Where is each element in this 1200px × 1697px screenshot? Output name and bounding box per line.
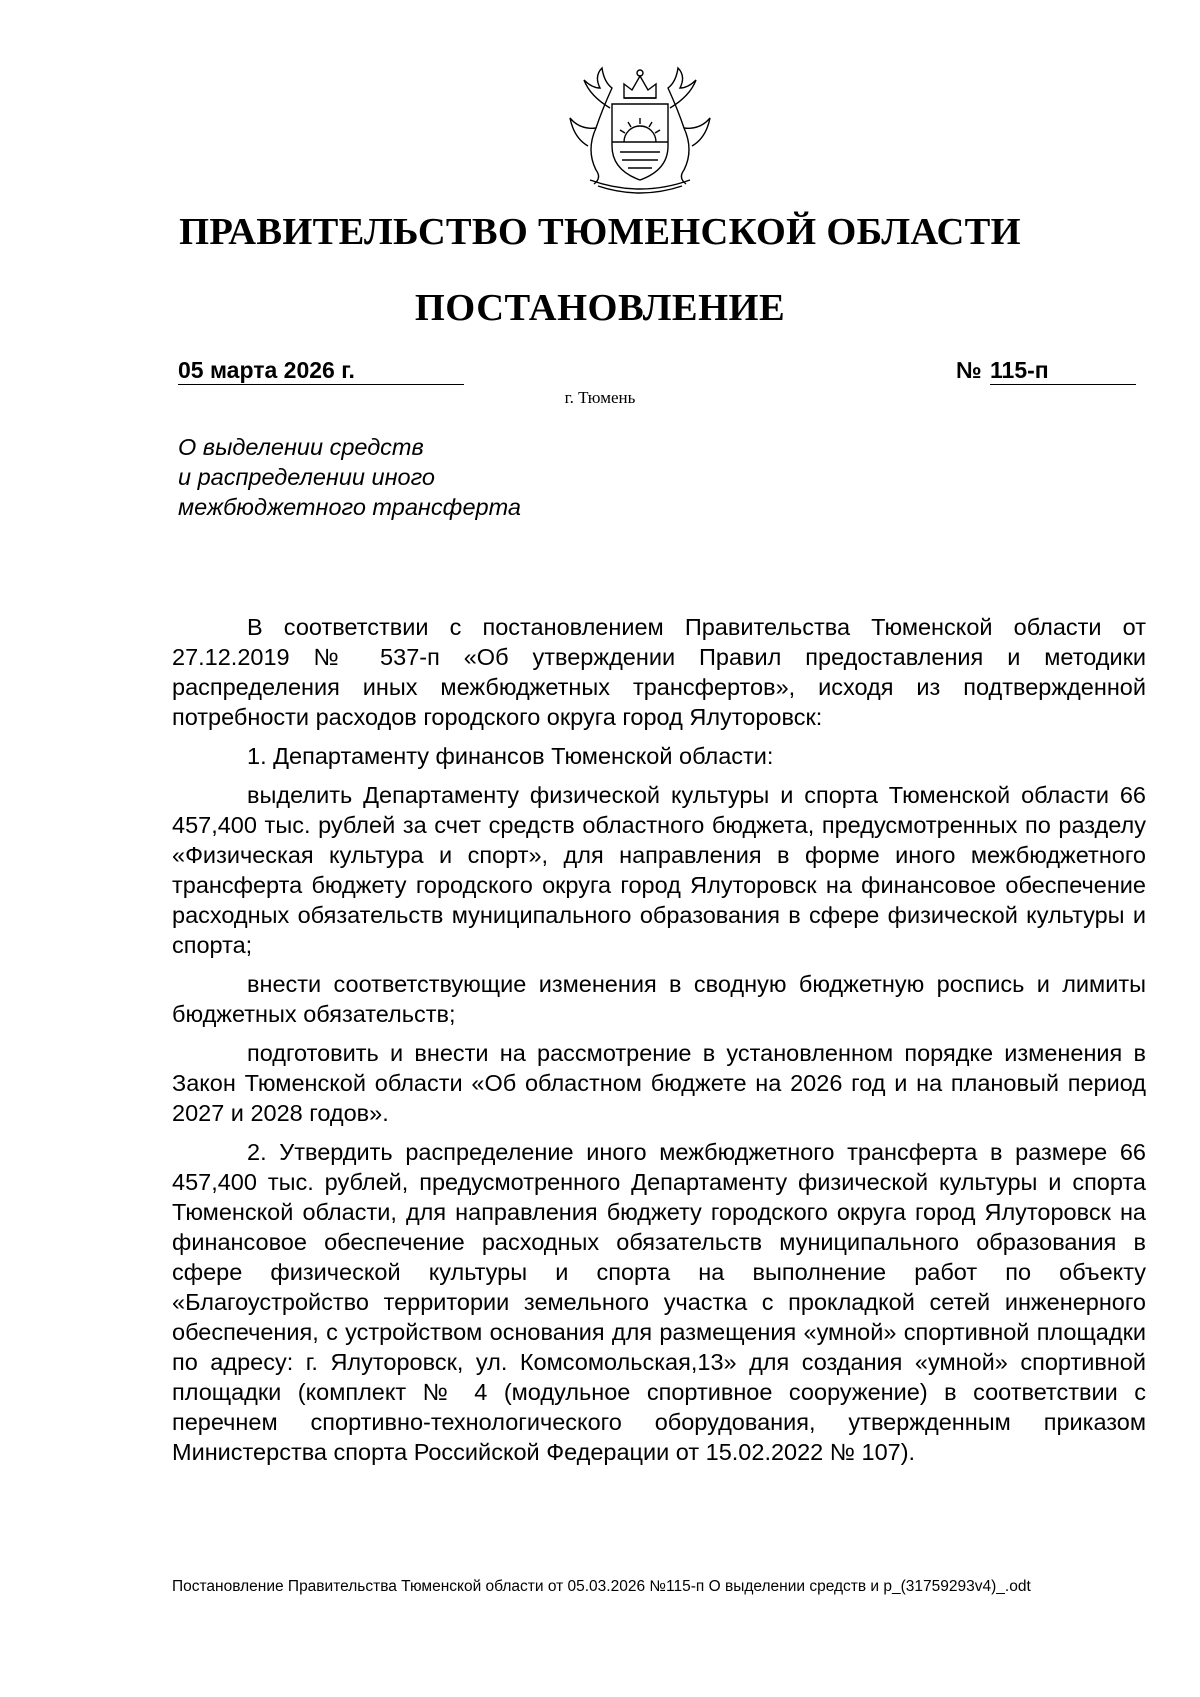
- document-date: 05 марта 2026 г.: [178, 356, 464, 385]
- body-paragraph: выделить Департаменту физической культуры и спорта Тюменской области 66 457,400 тыс. рублей за счет средств областного бюджета, предусмотренных по разделу «Физическая культура и спорт», для направления в форме иного межбюджетного трансферта бюджету городского округа город Ялуторовск на финансовое обеспечение расходных обязательств муниципального образования в сфере физической культуры и спорта;: [172, 782, 1146, 958]
- tyumen-oblast-coat-of-arms-icon: [540, 58, 740, 196]
- government-title: ПРАВИТЕЛЬСТВО ТЮМЕНСКОЙ ОБЛАСТИ: [179, 211, 1021, 253]
- body-paragraph: внести соответствующие изменения в сводную бюджетную роспись и лимиты бюджетных обязательств;: [172, 971, 1146, 1027]
- subject-line: межбюджетного трансферта: [178, 494, 521, 520]
- subject-line: и распределении иного: [178, 464, 435, 490]
- document-subject: [178, 432, 598, 522]
- body-paragraph: подготовить и внести на рассмотрение в установленном порядке изменения в Закон Тюменской области «Об областном бюджете на 2026 год и на плановый период 2027 и 2028 годов».: [172, 1040, 1146, 1126]
- document-number: 115-п: [990, 356, 1136, 385]
- body-paragraph: В соответствии с постановлением Правительства Тюменской области от 27.12.2019 № 537-п «Об утверждении Правил предоставления и методики распределения иных межбюджетных трансфертов», исходя из подтвержденной потребности расходов городского округа город Ялуторовск:: [172, 614, 1146, 730]
- subject-line: О выделении средств: [178, 434, 424, 460]
- number-sign: №: [956, 357, 982, 383]
- document-type-title: ПОСТАНОВЛЕНИЕ: [414, 287, 786, 329]
- body-paragraph: 2. Утвердить распределение иного межбюджетного трансферта в размере 66 457,400 тыс. рублей, предусмотренного Департаменту физической культуры и спорта Тюменской области, для направления бюджету городского округа город Ялуторовск на финансовое обеспечение расходных обязательств муниципального образования в сфере физической культуры и спорта на выполнение работ по объекту «Благоустройство территории земельного участка с прокладкой сетей инженерного обеспечения, с устройством основания для размещения «умной» спортивной площадки по адресу: г. Ялуторовск, ул. Комсомольская,13» для создания «умной» спортивной площадки (комплект № 4 (модульное спортивное сооружение) в соответствии с перечнем спортивно-технологического оборудования, утвержденным приказом Министерства спорта Российской Федерации от 15.02.2022 № 107).: [172, 1139, 1146, 1465]
- document-body: [172, 612, 1146, 1476]
- place-of-issue: г. Тюмень: [564, 388, 636, 407]
- page-footer: Постановление Правительства Тюменской области от 05.03.2026 №115-п О выделении средств и р_(31759293v4)_.odt: [172, 1578, 1031, 1595]
- body-paragraph: 1. Департаменту финансов Тюменской области:: [247, 743, 774, 769]
